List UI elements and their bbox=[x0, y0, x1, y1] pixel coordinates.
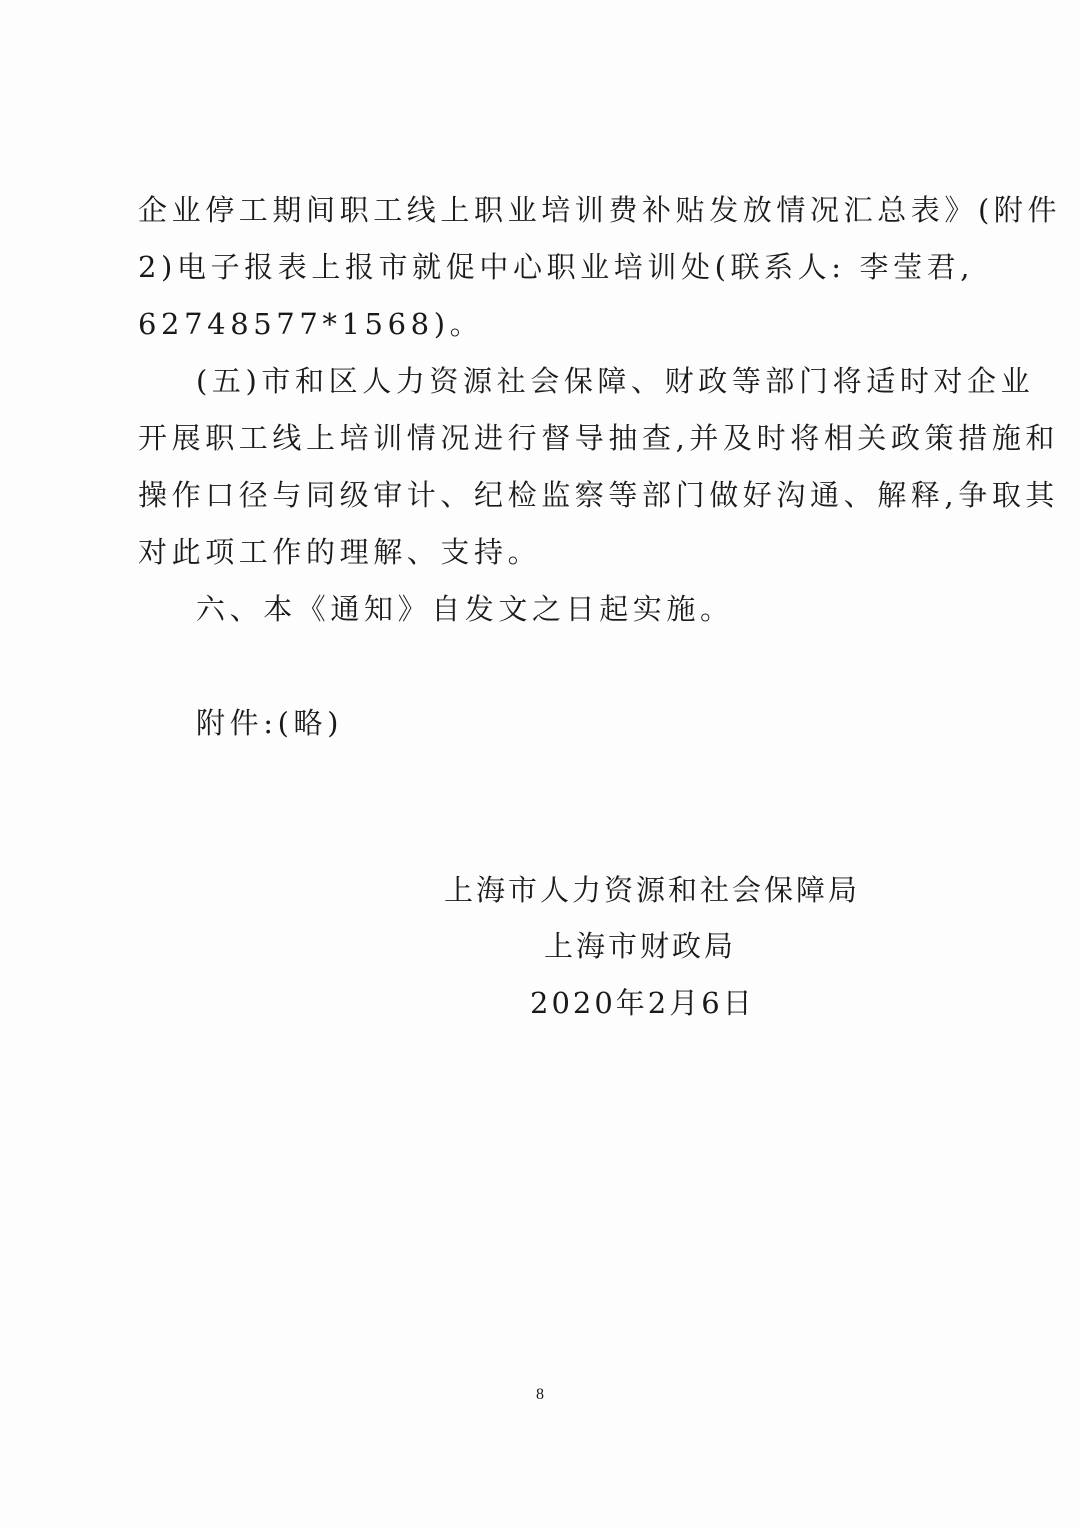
body-line-4: (五)市和区人力资源社会保障、财政等部门将适时对企业 bbox=[196, 364, 1035, 398]
signature-date: 2020年2月6日 bbox=[530, 986, 755, 1020]
attachment-note: 附件:(略) bbox=[196, 706, 343, 740]
body-line-7: 对此项工作的理解、支持。 bbox=[138, 535, 542, 569]
body-line-3: 62748577*1568)。 bbox=[138, 307, 484, 341]
body-line-8: 六、本《通知》自发文之日起实施。 bbox=[196, 592, 734, 626]
page-number: 8 bbox=[536, 1386, 544, 1403]
body-line-6: 操作口径与同级审计、纪检监察等部门做好沟通、解释,争取其 bbox=[138, 478, 1060, 512]
signature-org-1: 上海市人力资源和社会保障局 bbox=[444, 873, 861, 907]
body-line-5: 开展职工线上培训情况进行督导抽查,并及时将相关政策措施和 bbox=[138, 421, 1060, 455]
body-line-2: 2)电子报表上报市就促中心职业培训处(联系人: 李莹君, bbox=[138, 250, 975, 284]
body-line-1: 企业停工期间职工线上职业培训费补贴发放情况汇总表》(附件 bbox=[138, 193, 1062, 227]
signature-org-2: 上海市财政局 bbox=[544, 929, 737, 963]
